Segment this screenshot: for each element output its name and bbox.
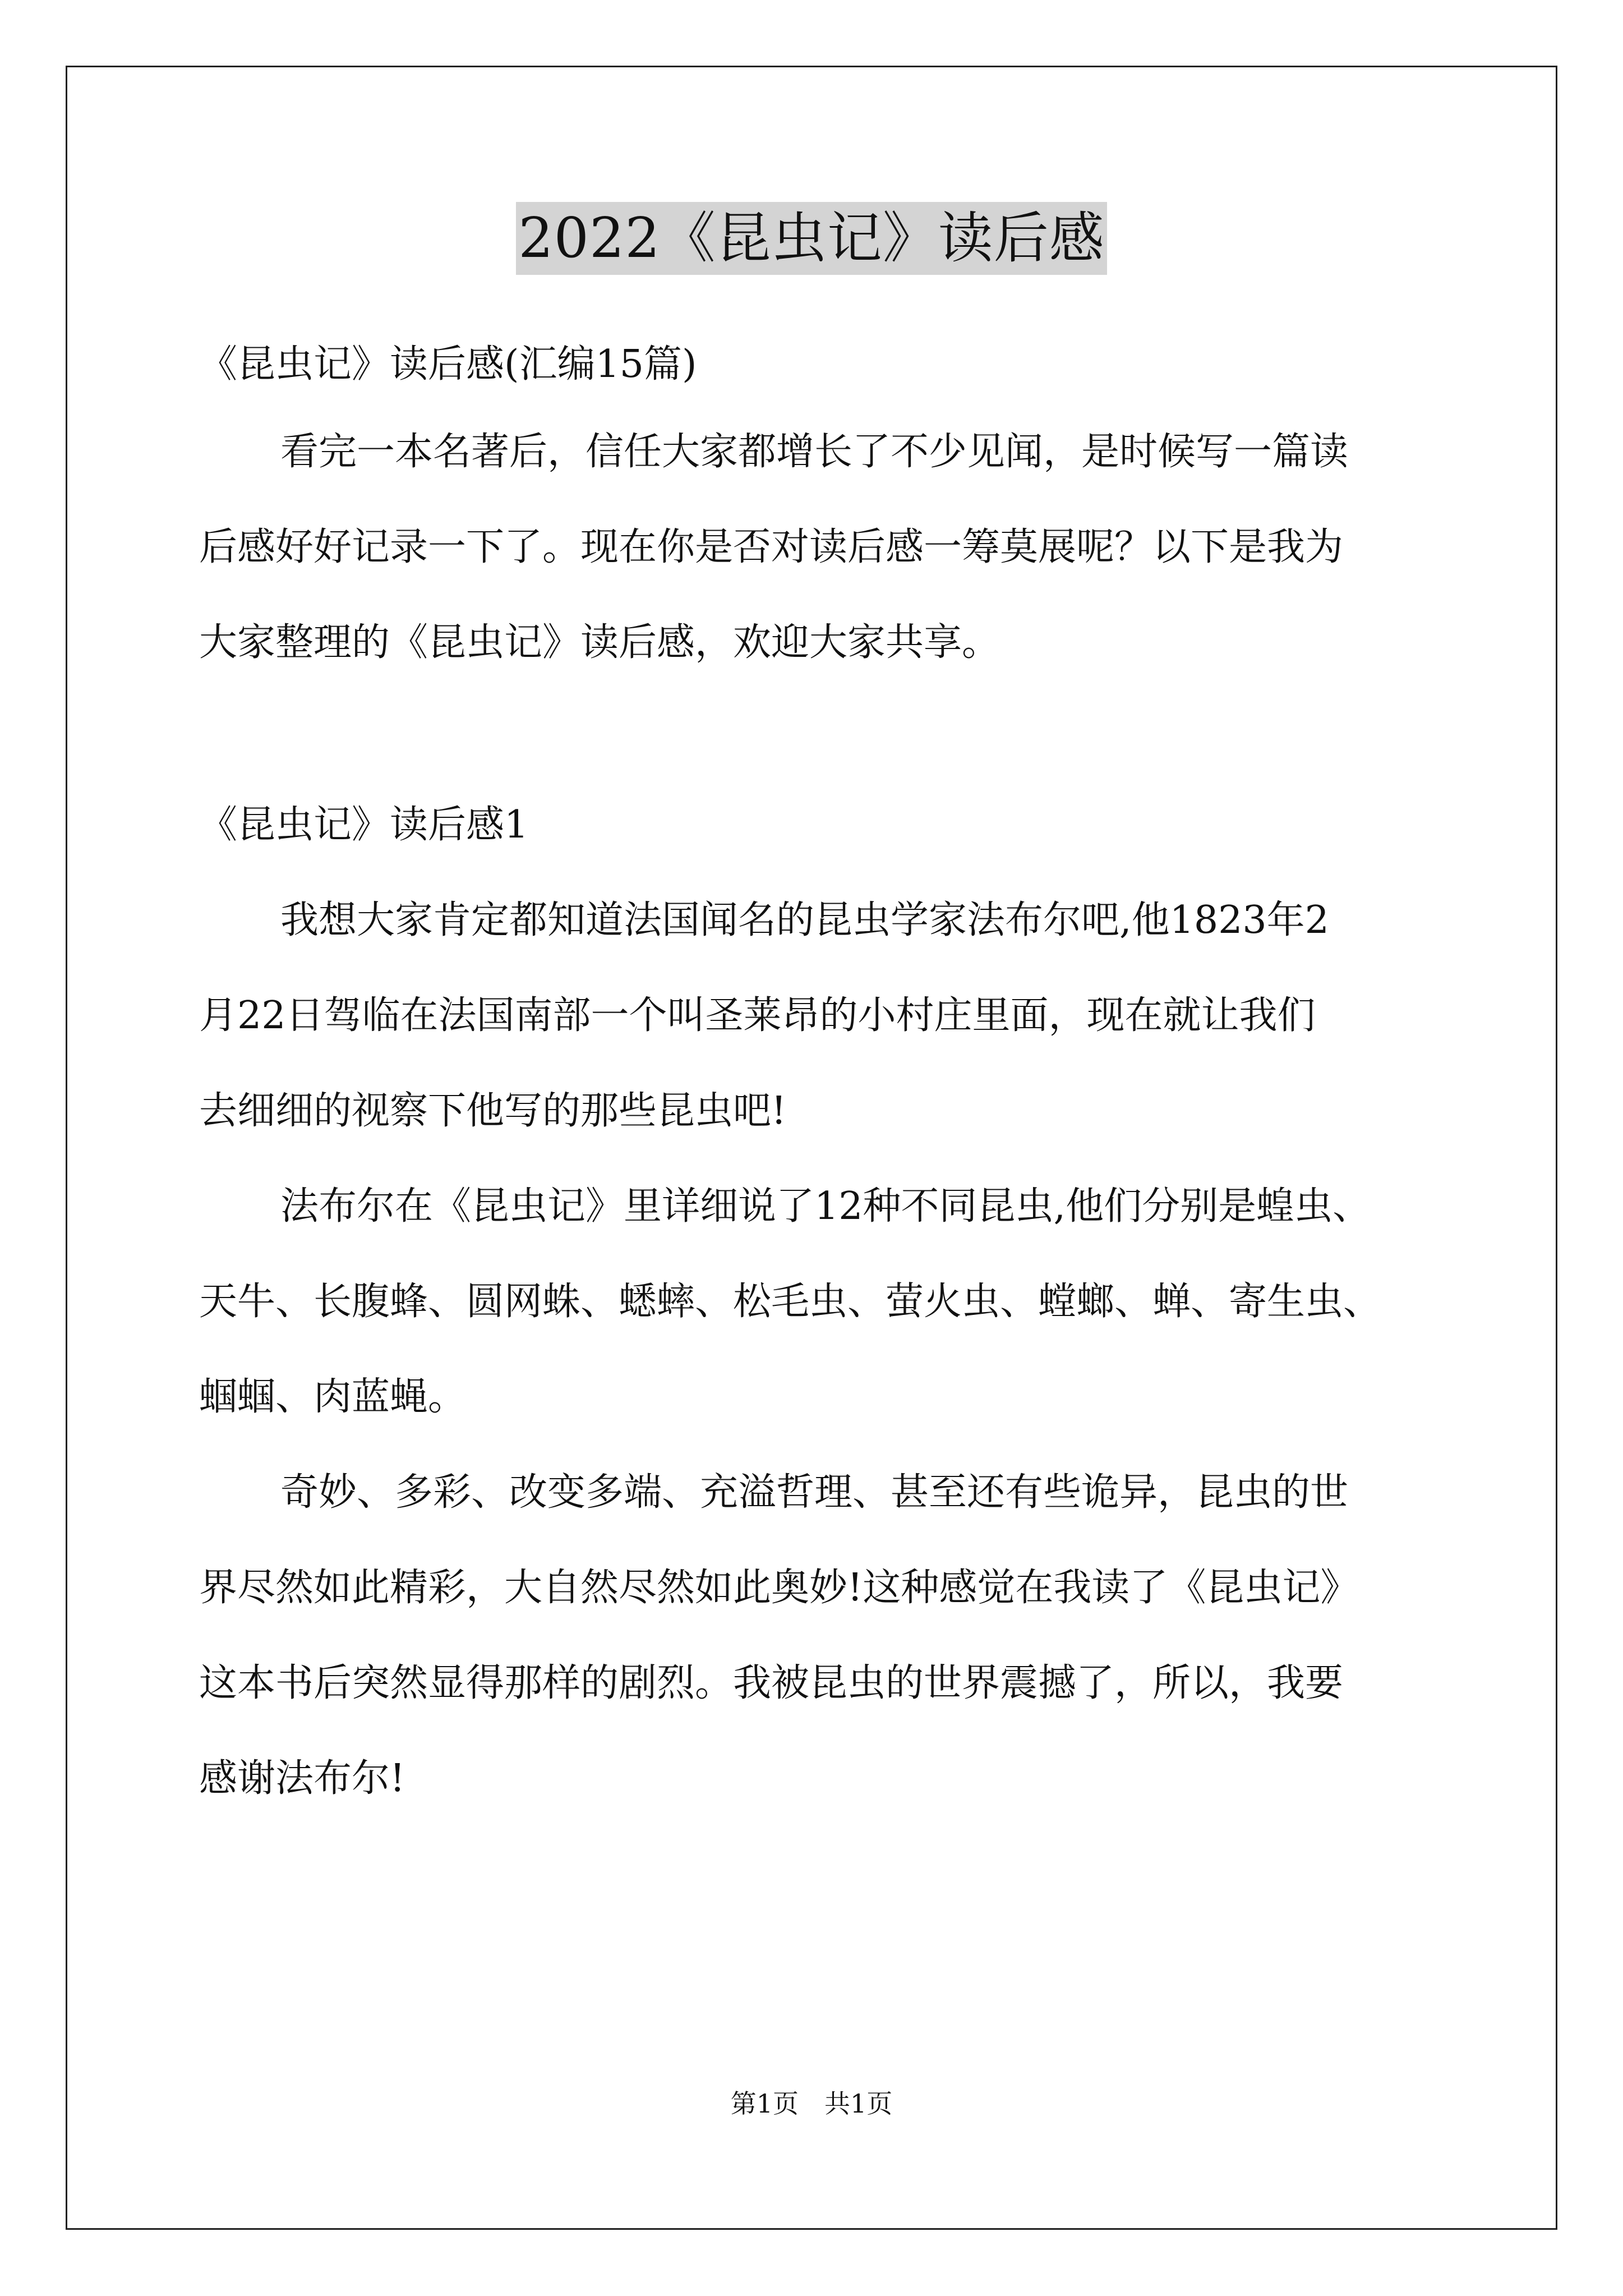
paragraph-line: 月22日驾临在法国南部一个叫圣莱昂的小村庄里面，现在就让我们 bbox=[199, 993, 1316, 1038]
page-footer: 第1页 共1页 bbox=[730, 2088, 893, 2119]
intro-line: 看完一本名著后，信任大家都增长了不少见闻，是时候写一篇读 bbox=[280, 430, 1349, 474]
paragraph-line: 这本书后突然显得那样的剧烈。我被昆虫的世界震撼了，所以，我要 bbox=[199, 1661, 1344, 1705]
paragraph-line: 去细细的视察下他写的那些昆虫吧! bbox=[199, 1089, 787, 1133]
paragraph-3 bbox=[199, 1467, 1427, 1518]
paragraph-line: 天牛、长腹蜂、圆网蛛、蟋蟀、松毛虫、萤火虫、螳螂、蝉、寄生虫、 bbox=[199, 1280, 1382, 1324]
paragraph-line: 奇妙、多彩、改变多端、充溢哲理、甚至还有些诡异，昆虫的世 bbox=[280, 1470, 1349, 1515]
paragraph-2 bbox=[199, 1181, 1427, 1232]
section-heading: 《昆虫记》读后感1 bbox=[199, 803, 529, 847]
document-subtitle: 《昆虫记》读后感(汇编15篇) bbox=[199, 342, 697, 386]
title-container bbox=[0, 202, 1623, 275]
intro-line: 后感好好记录一下了。现在你是否对读后感一筹莫展呢？以下是我为 bbox=[199, 525, 1344, 569]
paragraph-line: 感谢法布尔! bbox=[199, 1756, 405, 1801]
intro-line: 大家整理的《昆虫记》读后感，欢迎大家共享。 bbox=[199, 620, 1000, 665]
document-body bbox=[199, 306, 1427, 1804]
paragraph-line: 界尽然如此精彩，大自然尽然如此奥妙!这种感觉在我读了《昆虫记》 bbox=[199, 1566, 1359, 1610]
paragraph-line: 法布尔在《昆虫记》里详细说了12种不同昆虫,他们分别是蝗虫、 bbox=[280, 1184, 1371, 1228]
paragraph-line: 我想大家肯定都知道法国闻名的昆虫学家法布尔吧,他1823年2 bbox=[280, 898, 1329, 942]
paragraph-line: 蝈蝈、肉蓝蝇。 bbox=[199, 1375, 467, 1419]
document-title: 2022《昆虫记》读后感 bbox=[516, 202, 1106, 275]
intro-paragraph bbox=[199, 427, 1427, 477]
paragraph-1 bbox=[199, 895, 1427, 946]
